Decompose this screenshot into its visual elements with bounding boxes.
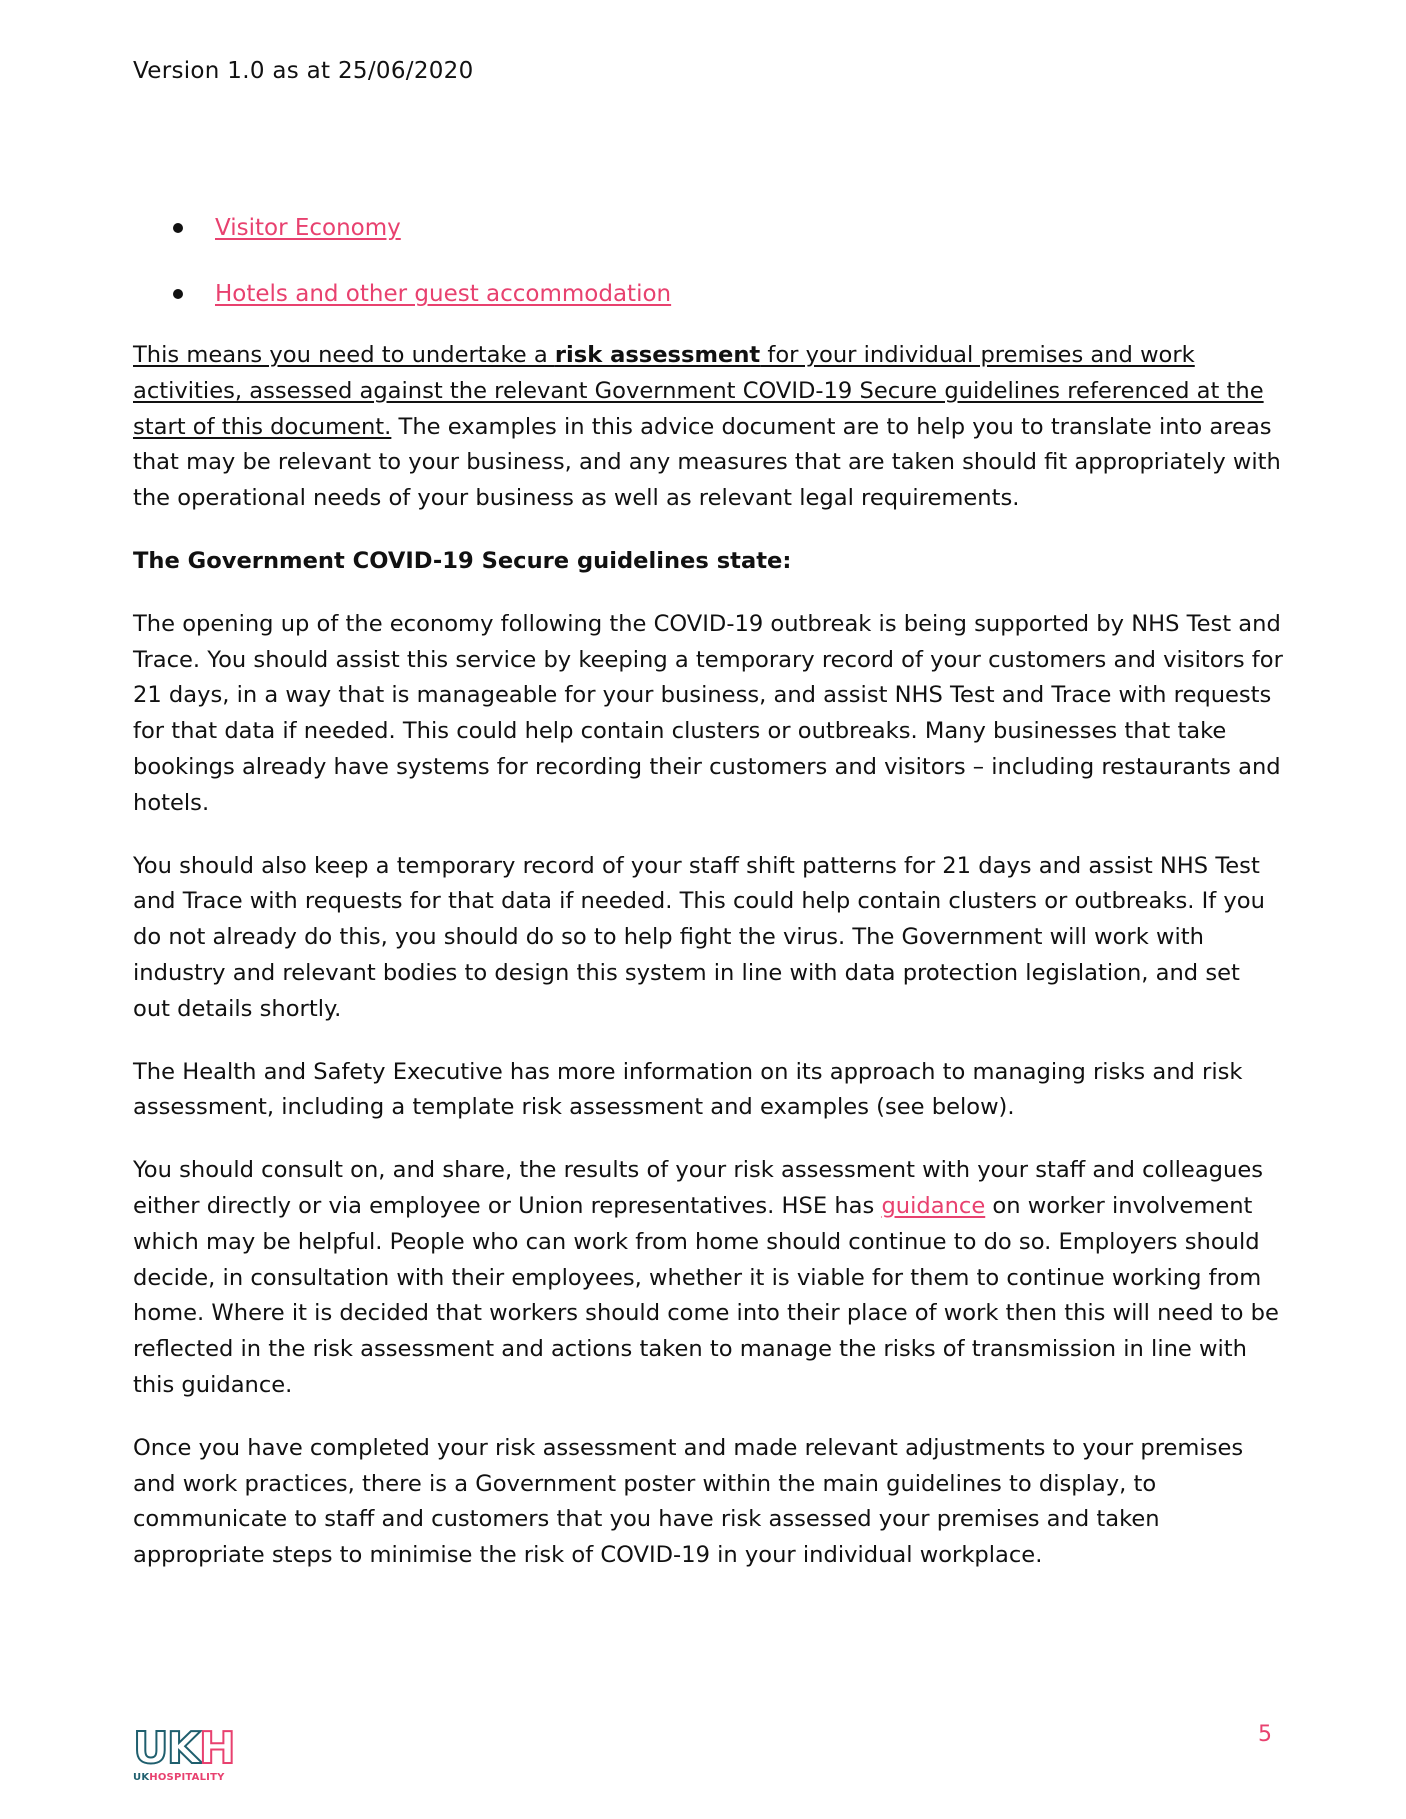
staff-records-paragraph: You should also keep a temporary record of your staff shift patterns for 21 days and assist NHS Test and Trace with requests for that data if needed. This could help contain clusters or outbreaks. If you do not already do this, you should do so to help fight the virus. The Government will work with industry and relevant bodies to design this system in line with data protection legislation, and set out details shortly. xyxy=(133,852,1265,1022)
consultation-paragraph: You should consult on, and share, the results of your risk assessment with your staff and colleagues either directly or via employee or Union representatives. HSE has guidance on worker involvement which may be helpful. People who can work from home should continue to do so. Employers should decide, in consultation with their employees, whether it is viable for them to continue working from home. Where it is decided that workers should come into their place of work then this will need to be reflected in the risk assessment and actions taken to manage the risks of transmission in line with this guidance. xyxy=(133,1157,1279,1398)
ukhospitality-logo xyxy=(133,1723,234,1783)
bullet-icon xyxy=(173,289,183,299)
guideline-links-list xyxy=(133,208,671,340)
version-header: Version 1.0 as at 25/06/2020 xyxy=(133,58,474,84)
risk-assessment-paragraph: This means you need to undertake a risk assessment for your individual premises and work activities, assessed against the relevant Government COVID-19 Secure guidelines referenced at the start of this document. The examples in this advice document are to help you to translate into areas that may be relevant to your business, and any measures that are taken should fit appropriately with the operational needs of your business as well as relevant legal requirements. xyxy=(133,342,1281,512)
bullet-icon xyxy=(173,223,183,233)
visitor-economy-link[interactable]: Visitor Economy xyxy=(215,215,401,241)
logo-wordmark: UKHOSPITALITY xyxy=(133,1772,225,1783)
ukh-logo-mark-icon: UK H xyxy=(133,1723,234,1774)
section-heading: The Government COVID-19 Secure guidelines state: xyxy=(133,547,792,574)
list-item xyxy=(133,274,671,340)
hse-guidance-link[interactable]: guidance xyxy=(881,1192,986,1219)
poster-paragraph: Once you have completed your risk assessment and made relevant adjustments to your premises and work practices, there is a Government poster within the main guidelines to display, to communicate to staff and customers that you have risk assessed your premises and taken appropriate steps to minimise the risk of COVID-19 in your individual workplace. xyxy=(133,1434,1244,1569)
document-body xyxy=(133,338,1283,1601)
hotels-accommodation-link[interactable]: Hotels and other guest accommodation xyxy=(215,281,672,307)
test-and-trace-paragraph: The opening up of the economy following the COVID-19 outbreak is being supported by NHS Test and Trace. You should assist this service by keeping a temporary record of your customers and visitors for 21 days, in a way that is manageable for your business, and assist NHS Test and Trace with requests for that data if needed. This could help contain clusters or outbreaks. Many businesses that take bookings already have systems for recording their customers and visitors – including restaurants and hotels. xyxy=(133,610,1283,816)
page-number: 5 xyxy=(1258,1722,1272,1747)
risk-assessment-emphasis: risk assessment xyxy=(554,342,761,368)
list-item xyxy=(133,208,671,274)
hse-paragraph: The Health and Safety Executive has more information on its approach to managing risks and risk assessment, including a template risk assessment and examples (see below). xyxy=(133,1058,1243,1121)
